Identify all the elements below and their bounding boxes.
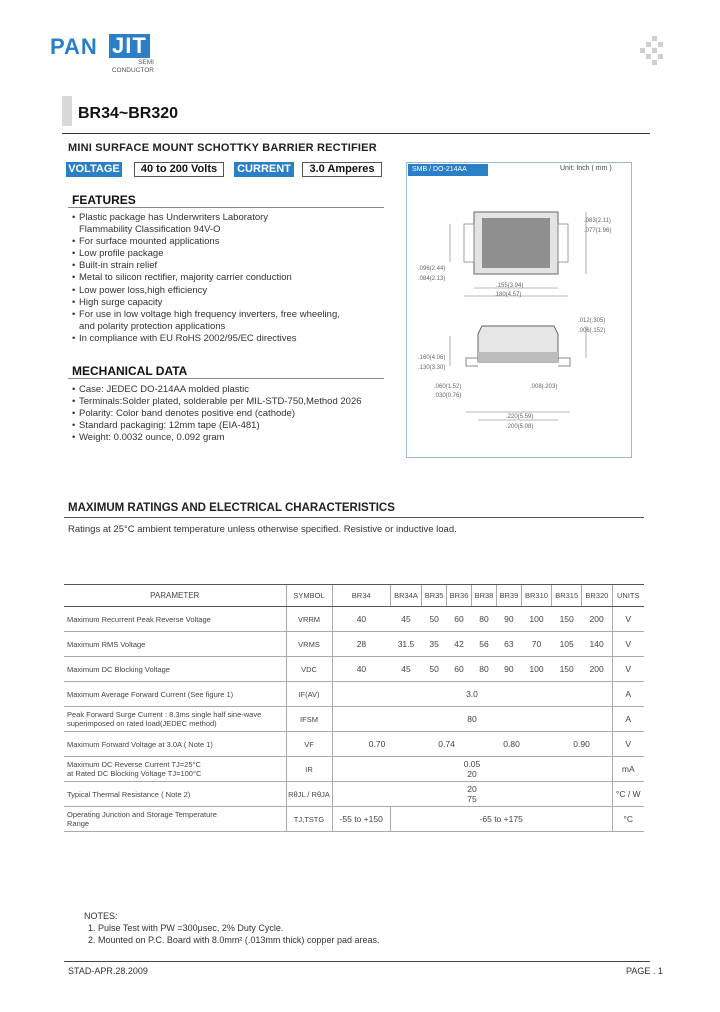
feature-item: • Metal to silicon rectifier, majority carrier conduction xyxy=(72,272,392,284)
feature-item: Flammability Classification 94V-O xyxy=(79,224,221,236)
row-value: 35 xyxy=(422,632,447,657)
features-rule xyxy=(68,207,384,208)
row-span-line: 0.05 xyxy=(463,759,481,769)
row-value: 63 xyxy=(496,632,521,657)
row-value: 56 xyxy=(471,632,496,657)
mechanical-list xyxy=(72,384,392,444)
dim-label: .220(5.59) xyxy=(506,414,534,420)
note-item: 1. Pulse Test with PW =300μsec, 2% Duty Cycle. xyxy=(88,923,284,933)
row-value: 45 xyxy=(390,657,421,682)
header-part: BR310 xyxy=(521,585,551,607)
feature-item: • High surge capacity xyxy=(72,297,392,309)
mechanical-item: • Standard packaging: 12mm tape (EIA-481) xyxy=(72,420,392,432)
header-part: BR315 xyxy=(552,585,582,607)
header-units: UNITS xyxy=(612,585,644,607)
package-side-view-band xyxy=(478,352,558,362)
row-value: 140 xyxy=(582,632,612,657)
ratings-rule xyxy=(64,517,644,518)
row-group-value: 0.74 xyxy=(422,732,472,757)
row-parameter: Maximum Recurrent Peak Reverse Voltage xyxy=(64,607,286,632)
title-rule xyxy=(62,133,650,134)
current-value: 3.0 Amperes xyxy=(302,162,382,177)
row-value: 60 xyxy=(447,657,472,682)
header-part: BR39 xyxy=(496,585,521,607)
brand-logo-jit: JIT xyxy=(109,34,150,58)
product-subtitle: MINI SURFACE MOUNT SCHOTTKY BARRIER RECTIFIER xyxy=(68,142,377,154)
row-value: 42 xyxy=(447,632,472,657)
row-unit: A xyxy=(612,682,644,707)
table-row xyxy=(64,607,644,632)
row-unit: V xyxy=(612,732,644,757)
header-part: BR34A xyxy=(390,585,421,607)
feature-item: • In compliance with EU RoHS 2002/95/EC directives xyxy=(72,333,392,345)
table-row xyxy=(64,757,644,782)
voltage-value: 40 to 200 Volts xyxy=(134,162,224,177)
row-unit: °C / W xyxy=(612,782,644,807)
row-unit: mA xyxy=(612,757,644,782)
row-value: 40 xyxy=(332,657,390,682)
table-row xyxy=(64,657,644,682)
deco-square xyxy=(646,42,651,47)
feature-item: and polarity protection applications xyxy=(79,320,226,332)
dim-label: .155(3.94) xyxy=(496,283,524,289)
row-group-value: 0.70 xyxy=(332,732,422,757)
lead-left xyxy=(464,224,474,262)
deco-square xyxy=(646,54,651,59)
row-value: 31.5 xyxy=(390,632,421,657)
note-item: 2. Mounted on P.C. Board with 8.0mm² (.013mm thick) copper pad areas. xyxy=(88,935,380,945)
row-symbol: IR xyxy=(286,757,332,782)
feature-item: • Low profile package xyxy=(72,248,392,260)
row-span-line: 75 xyxy=(467,794,477,804)
row-unit: V xyxy=(612,657,644,682)
row-parameter xyxy=(64,807,286,832)
ratings-note: Ratings at 25°C ambient temperature unless otherwise specified. Resistive or inductive load. xyxy=(68,524,457,535)
row-span-line: 20 xyxy=(467,784,477,794)
title-tab-marker xyxy=(62,96,72,126)
deco-square xyxy=(652,36,657,41)
row-parameter: Maximum DC Blocking Voltage xyxy=(64,657,286,682)
ratings-table xyxy=(64,584,644,832)
row-unit: V xyxy=(612,632,644,657)
row-value: 70 xyxy=(521,632,551,657)
row-value: 40 xyxy=(332,607,390,632)
row-value: 28 xyxy=(332,632,390,657)
row-left-value: -55 to +150 xyxy=(332,807,390,832)
row-unit: V xyxy=(612,607,644,632)
brand-logo-pan: PAN xyxy=(50,34,98,59)
lead-right-side xyxy=(558,358,570,366)
footer-rule xyxy=(64,961,650,962)
header-part: BR34 xyxy=(332,585,390,607)
lead-left-side xyxy=(466,358,478,366)
dim-label: .160(4.06) xyxy=(418,355,446,361)
header-part: BR38 xyxy=(471,585,496,607)
row-parameter: Typical Thermal Resistance ( Note 2) xyxy=(64,782,286,807)
row-value: 60 xyxy=(447,607,472,632)
row-span-value xyxy=(332,782,612,807)
dim-label: .083(2.11) xyxy=(584,218,611,224)
row-parameter-line: Maximum DC Reverse Current TJ=25°C xyxy=(67,760,201,769)
row-span-value: -65 to +175 xyxy=(390,807,612,832)
table-row xyxy=(64,782,644,807)
ratings-heading: MAXIMUM RATINGS AND ELECTRICAL CHARACTERISTICS xyxy=(68,502,395,514)
row-parameter: Maximum Average Forward Current (See figure 1) xyxy=(64,682,286,707)
dim-label: .006(.152) xyxy=(578,328,606,334)
row-group-value: 0.80 xyxy=(471,732,551,757)
row-value: 105 xyxy=(552,632,582,657)
row-symbol: VRMS xyxy=(286,632,332,657)
deco-square xyxy=(658,42,663,47)
row-parameter-line: Range xyxy=(67,819,90,828)
row-span-value xyxy=(332,757,612,782)
table-row xyxy=(64,682,644,707)
notes-block xyxy=(84,910,379,946)
row-symbol: RθJL / RθJA xyxy=(286,782,332,807)
voltage-label: VOLTAGE xyxy=(66,162,122,177)
mechanical-item: • Case: JEDEC DO-214AA molded plastic xyxy=(72,384,392,396)
feature-item: • For use in low voltage high frequency inverters, free wheeling, xyxy=(72,309,392,321)
row-parameter xyxy=(64,757,286,782)
mechanical-rule xyxy=(68,378,384,379)
deco-square xyxy=(658,54,663,59)
row-symbol: IF(AV) xyxy=(286,682,332,707)
row-unit: A xyxy=(612,707,644,732)
row-value: 200 xyxy=(582,657,612,682)
footer-doc-id: STAD-APR.28.2009 xyxy=(68,966,148,976)
row-symbol: VF xyxy=(286,732,332,757)
table-row xyxy=(64,807,644,832)
mechanical-item: • Terminals:Solder plated, solderable per MIL-STD-750,Method 2026 xyxy=(72,396,392,408)
mechanical-heading: MECHANICAL DATA xyxy=(72,364,188,378)
row-span-value: 3.0 xyxy=(332,682,612,707)
row-span-line: 20 xyxy=(467,769,477,779)
row-parameter-line: Peak Forward Surge Current : 8.3ms single half sine-wave xyxy=(67,710,262,719)
table-row xyxy=(64,732,644,757)
feature-item: • Low power loss,high efficiency xyxy=(72,285,392,297)
row-parameter: Maximum RMS Voltage xyxy=(64,632,286,657)
current-label: CURRENT xyxy=(234,162,294,177)
features-list xyxy=(72,212,392,345)
package-top-view-die xyxy=(482,218,550,268)
dim-label: .200(5.08) xyxy=(506,424,534,430)
row-symbol: VRRM xyxy=(286,607,332,632)
deco-square xyxy=(652,48,657,53)
mechanical-item: • Weight: 0.0032 ounce, 0.092 gram xyxy=(72,432,392,444)
row-value: 90 xyxy=(496,657,521,682)
dim-label: .084(2.13) xyxy=(418,276,446,282)
row-parameter: Maximum Forward Voltage at 3.0A ( Note 1) xyxy=(64,732,286,757)
row-parameter-line: superimposed on rated load(JEDEC method) xyxy=(67,719,217,728)
dim-label: .060(1.52) xyxy=(434,384,462,390)
row-value: 80 xyxy=(471,607,496,632)
dim-label: .180(4.57) xyxy=(494,292,522,298)
row-symbol: IFSM xyxy=(286,707,332,732)
footer-page-number: PAGE . 1 xyxy=(626,966,663,976)
feature-item: • Built-in strain relief xyxy=(72,260,392,272)
row-value: 80 xyxy=(471,657,496,682)
table-row xyxy=(64,632,644,657)
row-span-value: 80 xyxy=(332,707,612,732)
package-unit-label: Unit: Inch ( mm ) xyxy=(560,165,612,172)
package-type-tag: SMB / DO-214AA xyxy=(408,164,488,176)
mechanical-item: • Polarity: Color band denotes positive end (cathode) xyxy=(72,408,392,420)
header-part: BR320 xyxy=(582,585,612,607)
dim-label: .030(0.76) xyxy=(434,393,462,399)
row-parameter-line: Operating Junction and Storage Temperature xyxy=(67,810,217,819)
dim-label: .008(.203) xyxy=(530,384,558,390)
feature-item: • For surface mounted applications xyxy=(72,236,392,248)
row-symbol: TJ,TSTG xyxy=(286,807,332,832)
row-group-value: 0.90 xyxy=(552,732,612,757)
ratings-header-row xyxy=(64,585,644,607)
logo-sub-line2: CONDUCTOR xyxy=(111,67,154,74)
row-value: 200 xyxy=(582,607,612,632)
header-parameter: PARAMETER xyxy=(64,585,286,607)
feature-item: • Plastic package has Underwriters Laboratory xyxy=(72,212,392,224)
row-unit: °C xyxy=(612,807,644,832)
header-part: BR35 xyxy=(422,585,447,607)
header-part: BR36 xyxy=(447,585,472,607)
dim-label: .077(1.96) xyxy=(584,228,612,234)
dim-label: .012(.305) xyxy=(578,318,606,324)
deco-square xyxy=(652,60,657,65)
features-heading: FEATURES xyxy=(72,193,136,207)
row-value: 150 xyxy=(552,657,582,682)
dim-label: .096(2.44) xyxy=(418,266,446,272)
row-parameter-line: at Rated DC Blocking Voltage TJ=100°C xyxy=(67,769,202,778)
row-value: 50 xyxy=(422,657,447,682)
dim-label: .130(3.30) xyxy=(418,365,446,371)
row-value: 150 xyxy=(552,607,582,632)
table-row xyxy=(64,707,644,732)
lead-right xyxy=(558,224,568,262)
row-value: 45 xyxy=(390,607,421,632)
row-parameter xyxy=(64,707,286,732)
row-value: 100 xyxy=(521,657,551,682)
page-title: BR34~BR320 xyxy=(78,105,179,122)
row-value: 50 xyxy=(422,607,447,632)
header-symbol: SYMBOL xyxy=(286,585,332,607)
brand-logo-subtitle xyxy=(108,59,154,75)
deco-square xyxy=(640,48,645,53)
logo-sub-line1: SEMI xyxy=(138,59,154,66)
row-value: 90 xyxy=(496,607,521,632)
row-value: 100 xyxy=(521,607,551,632)
row-symbol: VDC xyxy=(286,657,332,682)
notes-heading: NOTES: xyxy=(84,911,118,921)
